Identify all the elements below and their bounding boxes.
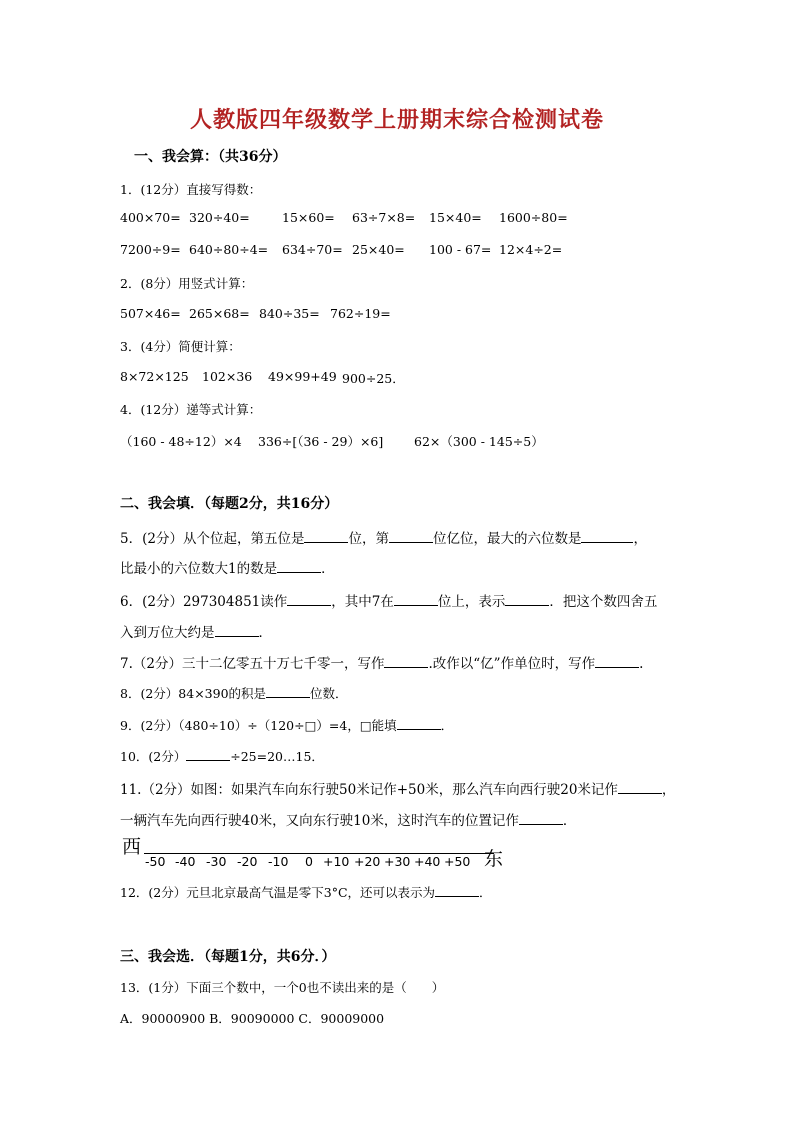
section-heading-1: 一、我会算：（共36分）	[134, 149, 287, 165]
answer-blank[interactable]	[618, 781, 662, 794]
question-text: ÷25=20…15．	[230, 749, 324, 764]
expression: 8×72×125	[120, 369, 189, 384]
tick-label: -10	[268, 854, 289, 869]
question-text: 5．(2分）从个位起，第五位是	[120, 531, 305, 547]
answer-blank[interactable]	[595, 655, 639, 668]
question-3: 3．(4分）简便计算：	[120, 339, 241, 354]
expression: 900÷25．	[342, 371, 405, 386]
question-text: 7.（2分）三十二亿零五十万七千零一，写作	[120, 656, 385, 672]
expression: 25×40=	[352, 242, 405, 257]
question-12	[120, 883, 492, 901]
question-text: ．	[479, 885, 492, 900]
section-heading-3: 三、我会选．（每题1分，共6分．）	[120, 949, 336, 965]
question-text: ．把这个数四舍五	[549, 594, 658, 610]
question-text: 8．(2分）84×390的积是	[120, 686, 267, 701]
question-5-cont	[120, 557, 335, 577]
question-text: 11.（2分）如图：如果汽车向东行驶50米记作+50米，那么汽车向西行驶20米记作	[120, 782, 618, 798]
tick-label: -40	[175, 854, 196, 869]
question-text: 入到万位大约是	[120, 625, 215, 641]
question-text: 一辆汽车先向西行驶40米，又向东行驶10米，这时汽车的位置记作	[120, 813, 519, 829]
question-10	[120, 747, 324, 765]
answer-blank[interactable]	[389, 530, 433, 543]
question-7	[120, 652, 643, 672]
answer-blank[interactable]	[581, 530, 633, 543]
tick-label: +50	[444, 854, 471, 869]
tick-label: 0	[305, 854, 313, 869]
tick-label: -20	[237, 854, 258, 869]
question-text: ，	[661, 782, 676, 798]
expression: 12×4÷2=	[499, 242, 563, 257]
expression: 63÷7×8=	[352, 210, 416, 225]
question-6	[120, 590, 657, 610]
tick-label: -30	[206, 854, 227, 869]
question-11	[120, 778, 675, 798]
question-text: .	[639, 656, 644, 672]
expression: 15×60=	[282, 210, 335, 225]
answer-blank[interactable]	[186, 748, 230, 761]
question-6-cont	[120, 621, 272, 641]
question-text: 12．(2分）元旦北京最高气温是零下3°C，还可以表示为	[120, 885, 436, 900]
number-line	[122, 832, 612, 872]
question-text: 比最小的六位数大1的数是	[120, 561, 278, 577]
tick-label: +10	[323, 854, 350, 869]
expression: 7200÷9=	[120, 242, 181, 257]
expression: 507×46=	[120, 306, 181, 321]
answer-blank[interactable]	[266, 685, 310, 698]
question-1: 1．(12分）直接写得数：	[120, 182, 262, 197]
expression: 840÷35=	[259, 306, 320, 321]
question-text: ，	[633, 531, 647, 547]
section-heading-2: 二、我会填．（每题2分，共16分）	[120, 496, 339, 512]
question-text: ．	[258, 625, 272, 641]
question-text: 10．(2分）	[120, 749, 187, 764]
question-13-options: A．90000900 B．90090000 C．90009000	[120, 1011, 385, 1026]
answer-blank[interactable]	[384, 655, 428, 668]
expression: 265×68=	[189, 306, 250, 321]
question-text: .改作以“亿”作单位时，写作	[428, 656, 596, 672]
question-text: 位，第	[348, 531, 389, 547]
expression: 762÷19=	[330, 306, 391, 321]
east-label: 东	[484, 848, 504, 870]
west-label: 西	[122, 836, 142, 858]
expression: 634÷70=	[282, 242, 343, 257]
page-title: 人教版四年级数学上册期末综合检测试卷	[189, 107, 604, 133]
answer-blank[interactable]	[394, 593, 438, 606]
number-line-axis	[144, 853, 494, 854]
question-text: ，其中7在	[331, 594, 394, 610]
question-text: ．	[321, 561, 335, 577]
expression: 49×99+49	[268, 369, 337, 384]
expression: 102×36	[202, 369, 253, 384]
question-text: 位上，表示	[437, 594, 506, 610]
tick-label: +30	[384, 854, 411, 869]
question-4: 4．(12分）递等式计算：	[120, 402, 262, 417]
expression: 640÷80÷4=	[189, 242, 269, 257]
expression: 400×70=	[120, 210, 181, 225]
answer-blank[interactable]	[304, 530, 348, 543]
question-2: 2．(8分）用竖式计算：	[120, 276, 254, 291]
answer-blank[interactable]	[397, 717, 441, 730]
answer-blank[interactable]	[435, 884, 479, 897]
question-text: 6．(2分）297304851读作	[120, 594, 288, 610]
expression: （160 - 48÷12）×4	[120, 434, 242, 449]
question-text: 9．(2分）（480÷10）÷（120÷□）=4，□能填	[120, 718, 397, 733]
answer-blank[interactable]	[277, 560, 321, 573]
tick-label: +20	[354, 854, 381, 869]
expression: 320÷40=	[189, 210, 250, 225]
question-text: ．	[562, 813, 577, 829]
question-text: 位亿位，最大的六位数是	[432, 531, 582, 547]
expression: 62×（300 - 145÷5）	[414, 434, 544, 449]
expression: 1600÷80=	[499, 210, 568, 225]
question-5	[120, 527, 647, 547]
expression: 15×40=	[429, 210, 482, 225]
question-text: 位数．	[310, 686, 348, 701]
question-8	[120, 684, 348, 702]
tick-label: +40	[414, 854, 441, 869]
answer-blank[interactable]	[215, 624, 259, 637]
answer-blank[interactable]	[519, 812, 563, 825]
tick-label: -50	[145, 854, 166, 869]
answer-blank[interactable]	[505, 593, 549, 606]
answer-blank[interactable]	[287, 593, 331, 606]
question-11-cont	[120, 809, 576, 829]
expression: 100 - 67=	[429, 242, 492, 257]
expression: 336÷[（36 - 29）×6]	[258, 434, 384, 449]
question-13: 13．(1分）下面三个数中，一个0也不读出来的是（ ）	[120, 980, 445, 995]
question-9	[120, 716, 453, 734]
question-text: ．	[440, 718, 454, 733]
